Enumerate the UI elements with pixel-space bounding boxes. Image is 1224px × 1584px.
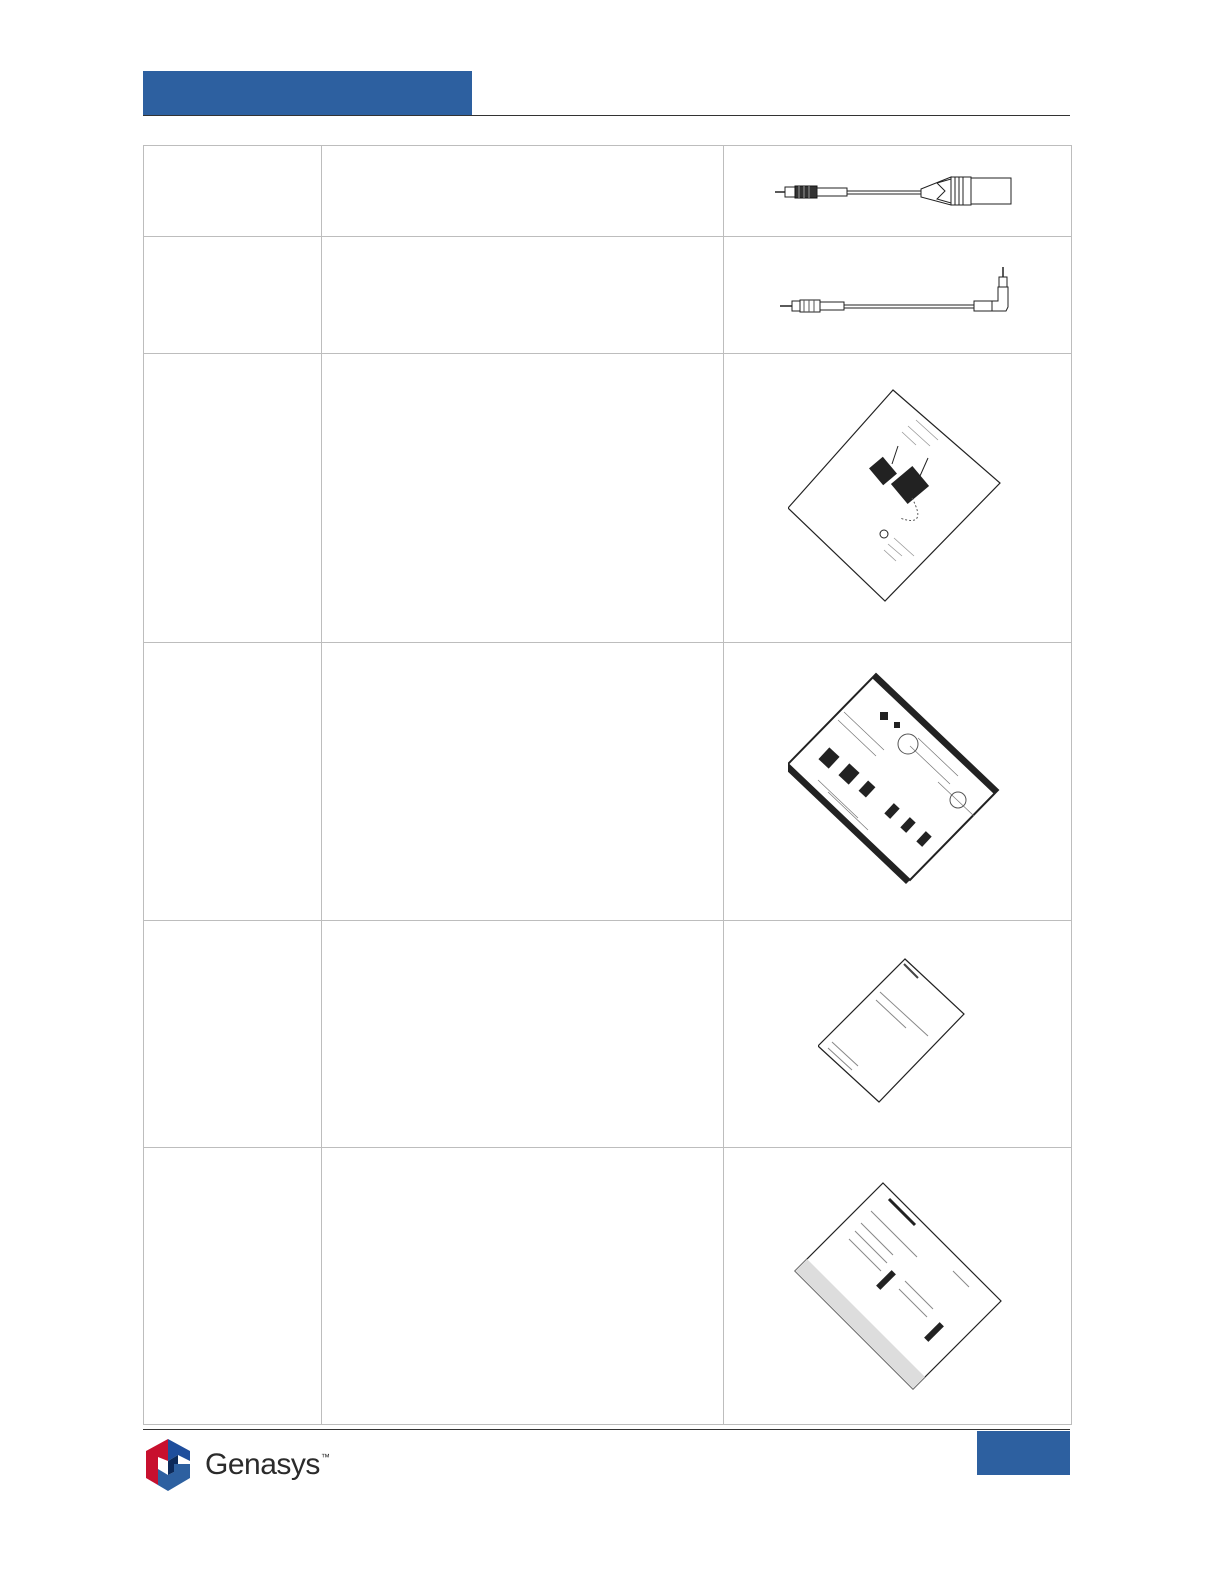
description-cell	[322, 354, 724, 643]
table-row	[144, 146, 1072, 237]
image-cell	[724, 1148, 1072, 1425]
genasys-logo	[144, 1438, 344, 1492]
table-row	[144, 643, 1072, 921]
xlr-cable-image	[773, 171, 1023, 211]
quick-reference-poster-image	[788, 672, 1008, 892]
table-row	[144, 1148, 1072, 1425]
description-cell	[322, 921, 724, 1148]
wireless-microphone-booklet-image	[818, 954, 978, 1114]
description-cell	[322, 237, 724, 354]
description-cell	[322, 146, 724, 237]
image-cell	[724, 354, 1072, 643]
item-cell	[144, 354, 322, 643]
image-cell	[724, 146, 1072, 237]
brand-name	[205, 1448, 329, 1482]
brand-name-text: Genasys	[205, 1448, 320, 1481]
description-cell	[322, 1148, 724, 1425]
description-cell	[322, 643, 724, 921]
image-cell	[724, 921, 1072, 1148]
right-angle-cable-image	[778, 265, 1018, 325]
header-rule	[143, 115, 1070, 116]
item-cell	[144, 643, 322, 921]
page-number-box	[977, 1431, 1070, 1475]
item-cell	[144, 1148, 322, 1425]
table-row	[144, 921, 1072, 1148]
table-row	[144, 354, 1072, 643]
trademark-symbol: ™	[320, 1452, 330, 1462]
item-cell	[144, 237, 322, 354]
instruction-manual-image	[793, 1181, 1003, 1391]
image-cell	[724, 643, 1072, 921]
item-cell	[144, 146, 322, 237]
header-title-bar	[143, 71, 472, 115]
genasys-logo-icon	[144, 1438, 192, 1492]
item-cell	[144, 921, 322, 1148]
installation-guide-image	[788, 388, 1008, 608]
package-contents-table	[143, 145, 1072, 1425]
image-cell	[724, 237, 1072, 354]
table-row	[144, 237, 1072, 354]
footer-rule	[143, 1429, 1070, 1430]
